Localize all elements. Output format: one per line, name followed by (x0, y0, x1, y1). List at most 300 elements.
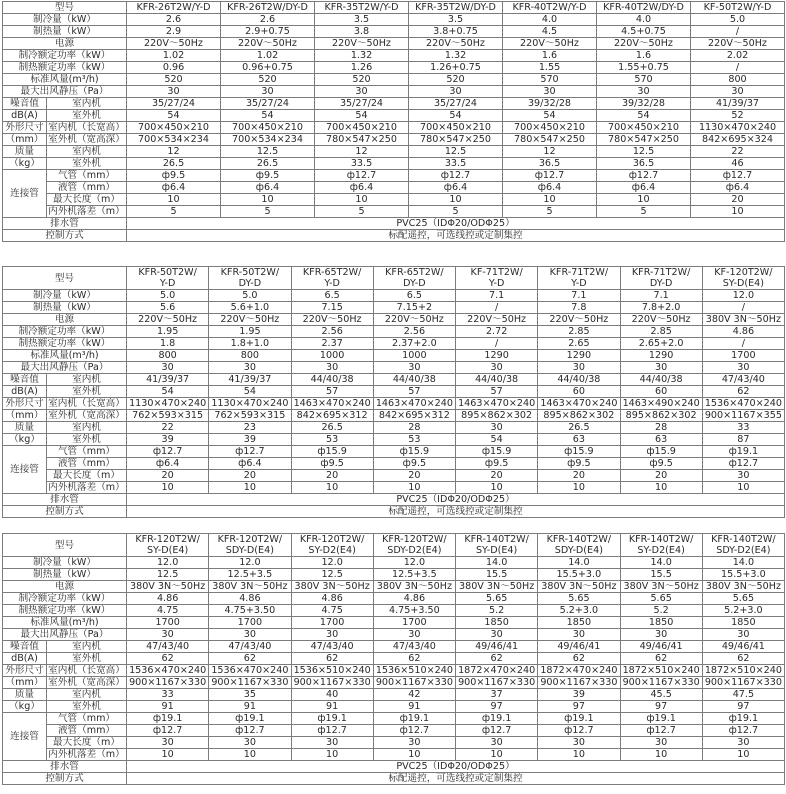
heating-capacity-value: 15.5 (456, 569, 538, 581)
airflow-value: 1700 (127, 617, 209, 629)
mass-unit: （kg） (3, 434, 47, 446)
noise-value: 35/27/24 (127, 98, 221, 110)
static-pressure-value: 30 (221, 86, 315, 98)
pipe-value: ф6.4 (409, 182, 503, 194)
dimensions-value: 895×862×302 (538, 410, 620, 422)
pipe-value: ф12.7 (702, 458, 784, 470)
pipe-value: ф15.9 (538, 446, 620, 458)
model-row (3, 2, 785, 14)
model-name (538, 534, 620, 557)
cooling-capacity-value: 12.0 (702, 290, 784, 302)
mass-value: 12 (315, 146, 409, 158)
model-name (373, 534, 455, 557)
heating-power-label: 制热额定功率（kW） (3, 605, 127, 617)
dimensions-value: 1463×470×240 (291, 398, 373, 410)
cooling-power-value: 4.86 (209, 593, 291, 605)
mass-sub-label: 室外机 (47, 701, 127, 713)
mass-value: 97 (702, 701, 784, 713)
static-pressure-label: 最大出风静压（Pa） (3, 362, 127, 374)
model-name-line: KFR-71T2W/ (631, 267, 691, 278)
mass-value: 97 (620, 701, 702, 713)
pipe-value: 20 (456, 470, 538, 482)
dimensions-row (3, 398, 785, 410)
mass-value: 53 (291, 434, 373, 446)
model-name (702, 534, 784, 557)
pipe-value: ф9.5 (291, 458, 373, 470)
cooling-capacity-value: 7.1 (620, 290, 702, 302)
dimensions-value: 700×450×210 (409, 122, 503, 134)
mass-unit: （kg） (3, 158, 47, 170)
dimensions-value: 1536×510×240 (291, 665, 373, 677)
pipe-value: ф9.5 (373, 458, 455, 470)
heating-capacity-value: / (456, 302, 538, 314)
dimensions-value: 780×547×250 (409, 134, 503, 146)
model-name (503, 2, 597, 14)
airflow-value: 1850 (456, 617, 538, 629)
noise-sub-label: 室内机 (47, 98, 127, 110)
model-name-line: KFR-40T2W/DY-D (603, 2, 684, 13)
pipe-value: ф9.5 (221, 170, 315, 182)
dimensions-value: 780×547×250 (503, 134, 597, 146)
noise-value: 54 (503, 110, 597, 122)
model-name (691, 2, 785, 14)
cooling-power-value: 1.95 (209, 326, 291, 338)
cooling-power-value: 5.65 (620, 593, 702, 605)
dimensions-sub-label: 室外机（宽高深） (48, 410, 125, 421)
mass-value: 28 (620, 422, 702, 434)
heating-capacity (3, 569, 785, 581)
dimensions-value: 1130×470×240 (209, 398, 291, 410)
cooling-capacity-value: 5.0 (127, 290, 209, 302)
static-pressure-value: 30 (127, 629, 209, 641)
power-supply (3, 314, 785, 326)
noise-row (3, 641, 785, 653)
control-value: 标配遥控，可选线控或定制集控 (127, 773, 785, 785)
noise-value: 44/40/38 (538, 374, 620, 386)
mass-value: 28 (373, 422, 455, 434)
mass-value: 46 (691, 158, 785, 170)
pipe-value: 20 (538, 470, 620, 482)
pipe-value: ф12.7 (291, 725, 373, 737)
model-name-line: KFR-140T2W/ (464, 534, 529, 545)
power-supply-value: 220V～50Hz (620, 314, 702, 326)
pipe-value: ф9.5 (456, 458, 538, 470)
static-pressure-value: 30 (538, 629, 620, 641)
pipe-sub-label: 内外机落差（m） (48, 482, 125, 493)
mass-value: 37 (456, 689, 538, 701)
control-value: 标配遥控，可选线控或定制集控 (127, 230, 785, 242)
heating-capacity-value: 12.5+3.5 (209, 569, 291, 581)
mass-value: 26.5 (291, 422, 373, 434)
cooling-capacity (3, 557, 785, 569)
mass-value: 12.5 (597, 146, 691, 158)
noise-value: 54 (315, 110, 409, 122)
pipe-row (3, 713, 785, 725)
cooling-capacity-value: 14.0 (456, 557, 538, 569)
mass-value: 91 (373, 701, 455, 713)
dimensions-row (3, 677, 785, 689)
model-name-line: KFR-26T2W/DY-D (227, 2, 308, 13)
noise-value: 41/39/37 (209, 374, 291, 386)
model-name-line: SDY-D2(E4) (716, 545, 771, 556)
model-name-line: DY-D (649, 278, 673, 289)
pipe-value: ф12.7 (538, 725, 620, 737)
noise-value: 47/43/40 (373, 641, 455, 653)
noise-value: 57 (373, 386, 455, 398)
model-name-line: KFR-140T2W/ (711, 534, 776, 545)
heating-power-value: / (691, 62, 785, 74)
cooling-power-label: 制冷额定功率（kW） (3, 326, 127, 338)
noise-value: 62 (538, 653, 620, 665)
dimensions-label: 外形尺寸 (3, 122, 47, 134)
noise-sub-label: 室外机 (47, 386, 127, 398)
pipe-value: 30 (127, 737, 209, 749)
mass-sub-label: 室内机 (47, 146, 127, 158)
pipe-row (3, 170, 785, 182)
heating-power-value: 0.96 (127, 62, 221, 74)
pipe-value: ф19.1 (620, 713, 702, 725)
cooling-capacity-value: 4.0 (503, 14, 597, 26)
noise-value: 62 (702, 653, 784, 665)
spec-table-1 (2, 1, 785, 242)
heating-capacity (3, 26, 785, 38)
airflow-value: 1850 (620, 617, 702, 629)
heating-power (3, 338, 785, 350)
mass-value: 63 (538, 434, 620, 446)
model-name-line: SDY-D(E4) (554, 545, 603, 556)
static-pressure-value: 30 (209, 629, 291, 641)
heating-power-value: 4.75+3.50 (373, 605, 455, 617)
pipe-value: ф12.7 (127, 725, 209, 737)
model-name (291, 534, 373, 557)
mass-value: 22 (127, 422, 209, 434)
pipe-value: ф6.4 (127, 458, 209, 470)
model-name (209, 267, 291, 290)
noise-row (3, 386, 785, 398)
noise-value: 54 (409, 110, 503, 122)
static-pressure-value: 30 (127, 86, 221, 98)
model-name-line: SY-D(E4) (722, 278, 765, 289)
drain-label: 排水管 (3, 761, 127, 773)
pipe-value: ф12.7 (315, 170, 409, 182)
noise-value: 44/40/38 (456, 374, 538, 386)
heating-power (3, 605, 785, 617)
heating-power-value: 4.75+3.50 (209, 605, 291, 617)
control-row (3, 506, 785, 518)
mass-value: 42 (373, 689, 455, 701)
control-row (3, 773, 785, 785)
static-pressure-value: 30 (373, 362, 455, 374)
power-supply (3, 38, 785, 50)
mass-label: 质量 (3, 689, 47, 701)
pipe-value: ф15.9 (373, 446, 455, 458)
pipe-sub-label: 气管（mm） (47, 713, 127, 725)
control-label: 控制方式 (3, 230, 127, 242)
heating-power-value: / (456, 338, 538, 350)
model-name (291, 267, 373, 290)
mass-value: 39 (538, 689, 620, 701)
cooling-power-value: 1.6 (503, 50, 597, 62)
mass-value: 22 (691, 146, 785, 158)
noise-value: 47/43/40 (702, 374, 784, 386)
static-pressure-value: 30 (597, 86, 691, 98)
cooling-capacity-value: 14.0 (538, 557, 620, 569)
model-label: 型号 (3, 534, 127, 557)
noise-value: 52 (691, 110, 785, 122)
pipe-value: 10 (209, 749, 291, 761)
cooling-power-value: 2.85 (620, 326, 702, 338)
power-supply-value: 380V 3N～50Hz (456, 581, 538, 593)
model-name-line: KFR-50T2W/ (220, 267, 280, 278)
dimensions-unit: （mm） (3, 134, 47, 146)
model-name-line: SY-D2(E4) (308, 545, 356, 556)
model-row (3, 534, 785, 557)
dimensions-row (3, 122, 785, 134)
pipe-label: 连接管 (3, 170, 47, 218)
dimensions-value: 780×547×250 (315, 134, 409, 146)
dimensions-value: 1463×470×240 (373, 398, 455, 410)
drain-row (3, 761, 785, 773)
power-supply-value: 220V～50Hz (127, 38, 221, 50)
pipe-value: ф12.7 (127, 446, 209, 458)
cooling-power-value: 1.95 (127, 326, 209, 338)
cooling-capacity-value: 2.6 (127, 14, 221, 26)
airflow-value: 1850 (538, 617, 620, 629)
dimensions-value: 900×1167×330 (291, 677, 373, 689)
cooling-capacity (3, 14, 785, 26)
pipe-value: 20 (127, 470, 209, 482)
static-pressure-value: 30 (209, 362, 291, 374)
dimensions-sub-label: 室内机（长宽高） (48, 665, 125, 676)
power-supply-value: 380V 3N～50Hz (209, 581, 291, 593)
dimensions-value: 1872×510×240 (620, 665, 702, 677)
heating-capacity-value: 7.8 (538, 302, 620, 314)
cooling-power-value: 4.86 (373, 593, 455, 605)
heating-power-value: 2.65+2.0 (620, 338, 702, 350)
pipe-row (3, 482, 785, 494)
model-label: 型号 (3, 2, 127, 14)
pipe-value: 10 (209, 482, 291, 494)
mass-label: 质量 (3, 422, 47, 434)
power-supply-value: 220V～50Hz (597, 38, 691, 50)
noise-value: 54 (221, 110, 315, 122)
mass-value: 26.5 (221, 158, 315, 170)
cooling-capacity-value: 6.5 (373, 290, 455, 302)
heating-power-value: 1.8 (127, 338, 209, 350)
dimensions-value: 842×695×324 (691, 134, 785, 146)
airflow-value: 1700 (702, 350, 784, 362)
noise-value: 54 (597, 110, 691, 122)
heating-power-value: 4.75 (127, 605, 209, 617)
pipe-value: ф12.7 (209, 725, 291, 737)
noise-value: 49/46/41 (702, 641, 784, 653)
pipe-value: 10 (538, 749, 620, 761)
power-supply-value: 220V～50Hz (291, 314, 373, 326)
model-name-line: KFR-140T2W/ (628, 534, 694, 545)
heating-capacity-value: 12.5 (291, 569, 373, 581)
pipe-value: ф12.7 (373, 725, 455, 737)
noise-value: 62 (620, 653, 702, 665)
model-name-line: KFR-50T2W/ (138, 267, 197, 278)
mass-value: 36.5 (597, 158, 691, 170)
heating-power-value: 5.2+3.0 (702, 605, 784, 617)
noise-sub-label: 室内机 (47, 641, 127, 653)
power-supply-value: 380V 3N～50Hz (702, 314, 784, 326)
mass-value: 87 (702, 434, 784, 446)
heating-power-value: 2.65 (538, 338, 620, 350)
airflow-value: 1850 (702, 617, 784, 629)
heating-power-value: 2.37 (291, 338, 373, 350)
mass-value: 39 (127, 434, 209, 446)
model-name (209, 534, 291, 557)
noise-row (3, 110, 785, 122)
mass-value: 12.5 (409, 146, 503, 158)
airflow-value: 520 (221, 74, 315, 86)
heating-capacity-value: 2.9 (127, 26, 221, 38)
heating-capacity-value: 7.15+2 (373, 302, 455, 314)
pipe-value: 30 (620, 737, 702, 749)
cooling-power-label: 制冷额定功率（kW） (3, 50, 127, 62)
pipe-value: 20 (373, 470, 455, 482)
heating-capacity-value: 4.5+0.75 (597, 26, 691, 38)
model-name (373, 267, 455, 290)
heating-capacity-value: 5.6+1.0 (209, 302, 291, 314)
pipe-value: 5 (597, 206, 691, 218)
heating-capacity-value: 3.8+0.75 (409, 26, 503, 38)
pipe-value: 5 (221, 206, 315, 218)
power-supply (3, 581, 785, 593)
cooling-power-value: 4.86 (127, 593, 209, 605)
power-supply-value: 220V～50Hz (409, 38, 503, 50)
pipe-value: ф19.1 (373, 713, 455, 725)
dimensions-value: 1536×510×240 (373, 665, 455, 677)
dimensions-value: 1130×470×240 (691, 122, 785, 134)
model-name-line: SY-D(E4) (146, 545, 189, 556)
airflow-value: 520 (127, 74, 221, 86)
static-pressure (3, 629, 785, 641)
pipe-value: ф12.7 (503, 170, 597, 182)
airflow (3, 74, 785, 86)
mass-row (3, 146, 785, 158)
pipe-value: ф6.4 (503, 182, 597, 194)
power-supply-value: 220V～50Hz (127, 314, 209, 326)
heating-power-value: 1.26+0.75 (409, 62, 503, 74)
static-pressure (3, 86, 785, 98)
airflow-value: 800 (691, 74, 785, 86)
mass-row (3, 689, 785, 701)
mass-value: 54 (456, 434, 538, 446)
mass-value: 47.5 (702, 689, 784, 701)
heating-capacity-value: / (691, 26, 785, 38)
pipe-sub-label: 最大长度（m） (47, 470, 127, 482)
noise-value: 62 (209, 653, 291, 665)
heating-capacity-value: 12.5+3.5 (373, 569, 455, 581)
cooling-power (3, 50, 785, 62)
heating-power-value: 5.2+3.0 (538, 605, 620, 617)
pipe-value: 10 (456, 749, 538, 761)
dimensions-value: 1872×470×240 (538, 665, 620, 677)
model-name-line: KFR-120T2W/ (299, 534, 365, 545)
model-name-line: Y-D (488, 278, 505, 289)
pipe-row (3, 182, 785, 194)
power-supply-value: 220V～50Hz (373, 314, 455, 326)
cooling-capacity-value: 7.1 (456, 290, 538, 302)
pipe-value: 10 (291, 749, 373, 761)
cooling-capacity-value: 12.0 (291, 557, 373, 569)
mass-value: 45.5 (620, 689, 702, 701)
noise-unit: dB(A) (3, 110, 47, 122)
static-pressure (3, 362, 785, 374)
noise-value: 57 (456, 386, 538, 398)
pipe-value: 30 (456, 737, 538, 749)
noise-value: 54 (209, 386, 291, 398)
noise-value: 62 (373, 653, 455, 665)
heating-capacity-label: 制热量（kW） (3, 26, 127, 38)
dimensions-value: 762×593×315 (209, 410, 291, 422)
heating-capacity-label: 制热量（kW） (3, 302, 127, 314)
pipe-value: ф12.7 (691, 170, 785, 182)
model-label: 型号 (3, 267, 127, 290)
power-supply-label: 电源 (3, 314, 127, 326)
heating-capacity-value: 15.5+3.0 (702, 569, 784, 581)
noise-value: 44/40/38 (373, 374, 455, 386)
noise-value: 49/46/41 (456, 641, 538, 653)
mass-unit: （kg） (3, 701, 47, 713)
pipe-value: 20 (291, 470, 373, 482)
model-name-line: DY-D (238, 278, 262, 289)
power-supply-value: 220V～50Hz (209, 314, 291, 326)
mass-value: 33.5 (315, 158, 409, 170)
dimensions-value: 900×1167×330 (620, 677, 702, 689)
dimensions-label: 外形尺寸 (3, 398, 47, 410)
static-pressure-value: 30 (691, 86, 785, 98)
mass-row (3, 434, 785, 446)
power-supply-value: 380V 3N～50Hz (538, 581, 620, 593)
model-name (315, 2, 409, 14)
heating-capacity-value: 7.15 (291, 302, 373, 314)
dimensions-value: 762×593×315 (127, 410, 209, 422)
pipe-row (3, 725, 785, 737)
mass-value: 12.5 (221, 146, 315, 158)
pipe-value: ф9.5 (538, 458, 620, 470)
cooling-capacity-value: 12.0 (373, 557, 455, 569)
cooling-capacity-value: 3.5 (315, 14, 409, 26)
cooling-power-value: 4.86 (291, 593, 373, 605)
pipe-value: ф9.5 (620, 458, 702, 470)
dimensions-value: 895×862×302 (456, 410, 538, 422)
dimensions-sub-label: 室外机（宽高深） (48, 677, 125, 688)
cooling-capacity-value: 5.0 (209, 290, 291, 302)
noise-label: 噪音值 (3, 98, 47, 110)
cooling-capacity-value: 6.5 (291, 290, 373, 302)
static-pressure-value: 30 (409, 86, 503, 98)
dimensions-value: 900×1167×330 (538, 677, 620, 689)
control-value: 标配遥控，可选线控或定制集控 (127, 506, 785, 518)
pipe-value: 20 (620, 470, 702, 482)
dimensions-value: 780×547×250 (597, 134, 691, 146)
noise-row (3, 98, 785, 110)
mass-label: 质量 (3, 146, 47, 158)
heating-capacity-value: 7.8+2.0 (620, 302, 702, 314)
pipe-value: ф6.4 (691, 182, 785, 194)
pipe-value: 10 (503, 194, 597, 206)
pipe-value: 30 (702, 470, 784, 482)
static-pressure-value: 30 (291, 362, 373, 374)
noise-value: 47/43/40 (291, 641, 373, 653)
airflow-value: 520 (315, 74, 409, 86)
drain-label: 排水管 (3, 218, 127, 230)
dimensions-value: 1872×510×240 (702, 665, 784, 677)
